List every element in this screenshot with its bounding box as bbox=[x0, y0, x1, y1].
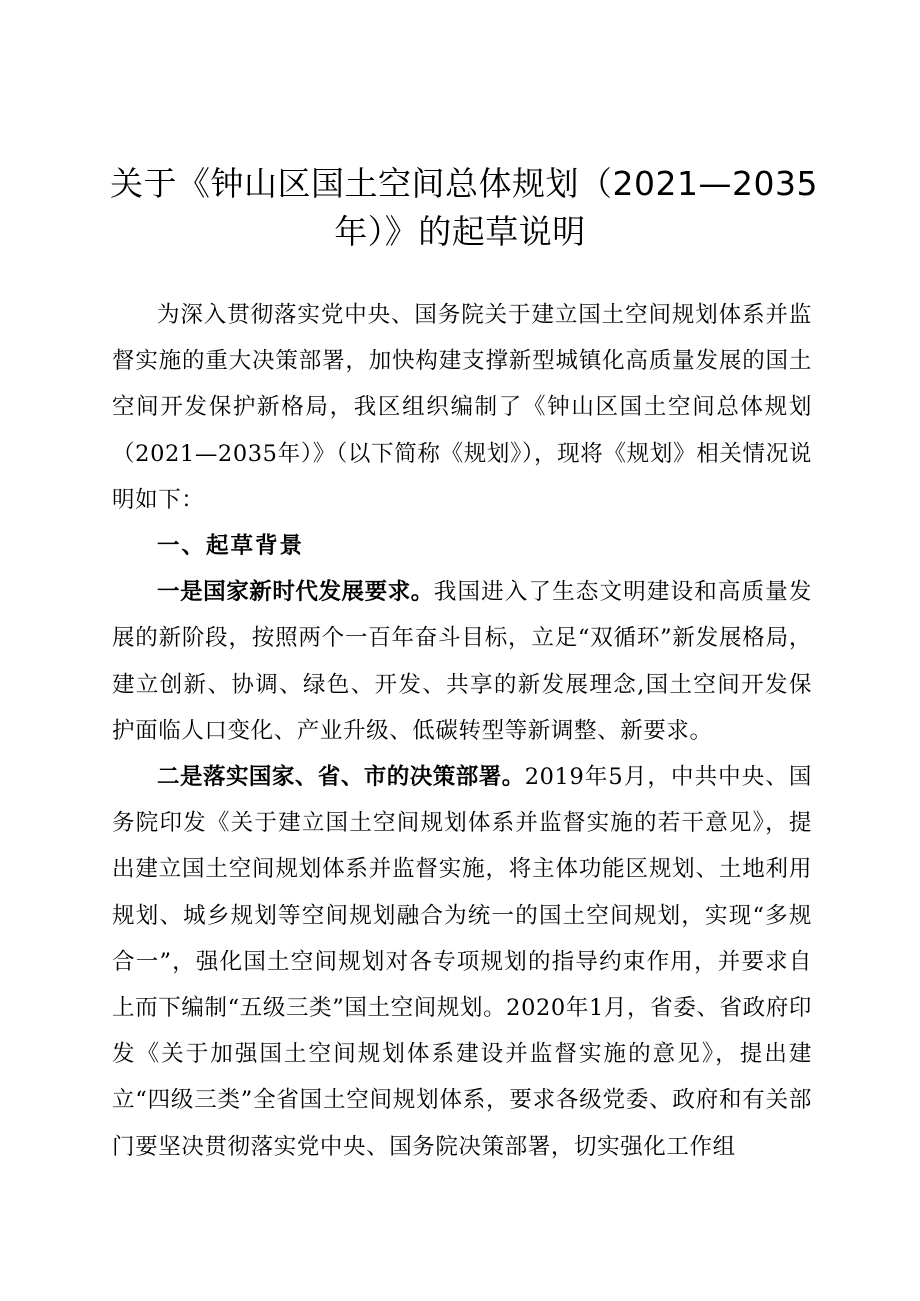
paragraph-1-text: 我国进入了生态文明建设和高质量发展的新阶段，按照两个一百年奋斗目标，立足“双循环”新发展格局，建立创新、协调、绿色、开发、共享的新发展理念,国土空间开发保护面临人口变化、产业升级、低碳转型等新调整、新要求。 bbox=[112, 579, 812, 744]
document-body bbox=[112, 292, 812, 1170]
title-line-1: 关于《钟山区国土空间总体规划（2021—2035 bbox=[110, 164, 818, 203]
title-line-2: 年）》的起草说明 bbox=[334, 212, 586, 251]
paragraph-2 bbox=[112, 754, 812, 1170]
section-heading: 一、起草背景 bbox=[157, 533, 305, 560]
document-title bbox=[110, 160, 818, 256]
paragraph-1-lead: 一是国家新时代发展要求。 bbox=[157, 579, 434, 606]
paragraph-1 bbox=[112, 569, 812, 754]
intro-paragraph: 为深入贯彻落实党中央、国务院关于建立国土空间规划体系并监督实施的重大决策部署，加快构建支撑新型城镇化高质量发展的国土空间开发保护新格局，我区组织编制了《钟山区国土空间总体规划（2021—2035年）》（以下简称《规划》），现将《规划》相关情况说明如下： bbox=[112, 302, 812, 513]
paragraph-2-text: 2019年5月，中共中央、国务院印发《关于建立国土空间规划体系并监督实施的若干意见》，提出建立国土空间规划体系并监督实施，将主体功能区规划、土地利用规划、城乡规划等空间规划融合为统一的国土空间规划，实现“多规合一”，强化国土空间规划对各专项规划的指导约束作用，并要求自上而下编制“五级三类”国土空间规划。2020年1月，省委、省政府印发《关于加强国土空间规划体系建设并监督实施的意见》，提出建立“四级三类”全省国土空间规划体系，要求各级党委、政府和有关部门要坚决贯彻落实党中央、国务院决策部署，切实强化工作组 bbox=[112, 764, 812, 1160]
paragraph-2-lead: 二是落实国家、省、市的决策部署。 bbox=[157, 764, 525, 791]
